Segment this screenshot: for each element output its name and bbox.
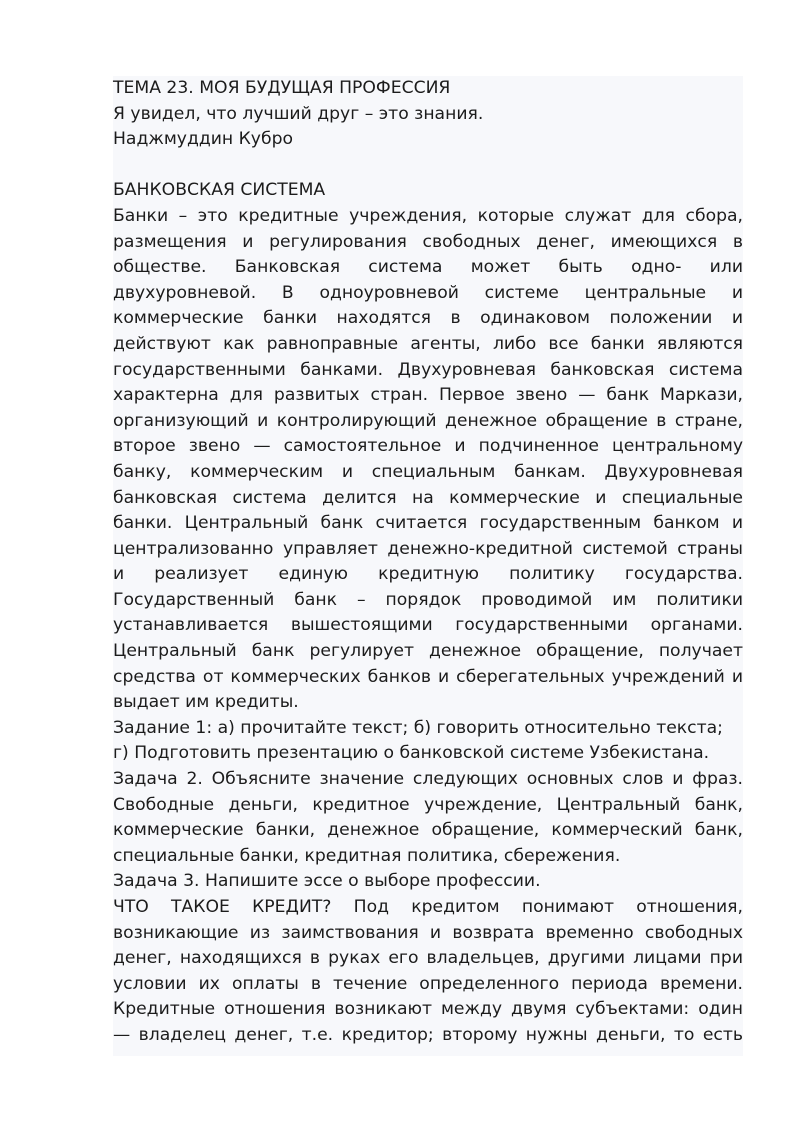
paragraph-line: организующий и контролирующий денежное обращение в стране, [113,410,743,431]
paragraph-line: действуют как равноправные агенты, либо все банки являются [113,333,743,354]
paragraph-line: коммерческие банки находятся в одинаковом положении и [113,308,743,329]
task-line: коммерческие банки, денежное обращение, коммерческий банк, [113,820,743,841]
paragraph-line: банку, коммерческим и специальным банкам. Двухуровневая [113,461,743,482]
task-line: Свободные деньги, кредитное учреждение, Центральный банк, [113,794,743,815]
paragraph-line: обществе. Банковская система может быть одно- или [113,257,743,278]
paragraph-line-last: выдает им кредиты. [113,692,299,713]
task-1 [113,716,743,767]
epigraph-author: Наджмуддин Кубро [113,129,293,150]
task-line-last: специальные банки, кредитная политика, сбережения. [113,845,621,866]
paragraph-line: — владелец денег, т.е. кредитор; второму нужны деньги, то есть [113,1024,743,1045]
paragraph-line: двухуровневой. В одноуровневой системе центральные и [113,282,743,303]
blank-line [113,153,743,179]
paragraph-line: централизованно управляет денежно-кредитной системой страны [113,538,743,559]
text-block [113,76,743,1056]
task-2 [113,767,743,869]
task-line: г) Подготовить презентацию о банковской системе Узбекистана. [113,743,710,764]
paragraph-line: банковская система делится на коммерческие и специальные [113,487,743,508]
section-heading: БАНКОВСКАЯ СИСТЕМА [113,180,326,201]
credit-paragraph [113,895,743,1049]
paragraph-line: Центральный банк регулирует денежное обращение, получает [113,641,743,662]
task-line: Задание 1: а) прочитайте текст; б) говорить относительно текста; [113,717,723,738]
paragraph-line: возникающие из заимствования и возврата временно свободных [113,922,743,943]
paragraph-line: Кредитные отношения возникают между двумя субъектами: один [113,999,743,1020]
paragraph-line: Банки – это кредитные учреждения, которые служат для сбора, [113,205,743,226]
paragraph-line: Государственный банк – порядок проводимой им политики [113,589,743,610]
task-3: Задача 3. Напишите эссе о выборе профессии. [113,871,541,892]
paragraph-line: размещения и регулирования свободных денег, имеющихся в [113,231,743,252]
epigraph: Я увидел, что лучший друг – это знания. [113,103,484,124]
paragraph-line: условии их оплаты в течение определенного периода времени. [113,973,743,994]
paragraph-line: второе звено — самостоятельное и подчиненное центральному [113,436,743,457]
page-title: ТЕМА 23. МОЯ БУДУЩАЯ ПРОФЕССИЯ [113,78,451,98]
paragraph-line: устанавливается вышестоящими государственными органами. [113,615,743,636]
paragraph-line: характерна для развитых стран. Первое звено — банк Маркази, [113,385,743,406]
paragraph-line: и реализует единую кредитную политику государства. [113,564,743,585]
task-line: Задача 2. Объясните значение следующих основных слов и фраз. [113,769,743,790]
paragraph-line: ЧТО ТАКОЕ КРЕДИТ? Под кредитом понимают отношения, [113,897,743,917]
paragraph-line: средства от коммерческих банков и сберегательных учреждений и [113,666,743,687]
paragraph-line: государственными банками. Двухуровневая банковская система [113,359,743,380]
paragraph-line: денег, находящихся в руках его владельцев, другими лицами при [113,948,743,969]
paragraph-line: банки. Центральный банк считается государственным банком и [113,513,743,534]
banking-paragraph [113,204,743,716]
